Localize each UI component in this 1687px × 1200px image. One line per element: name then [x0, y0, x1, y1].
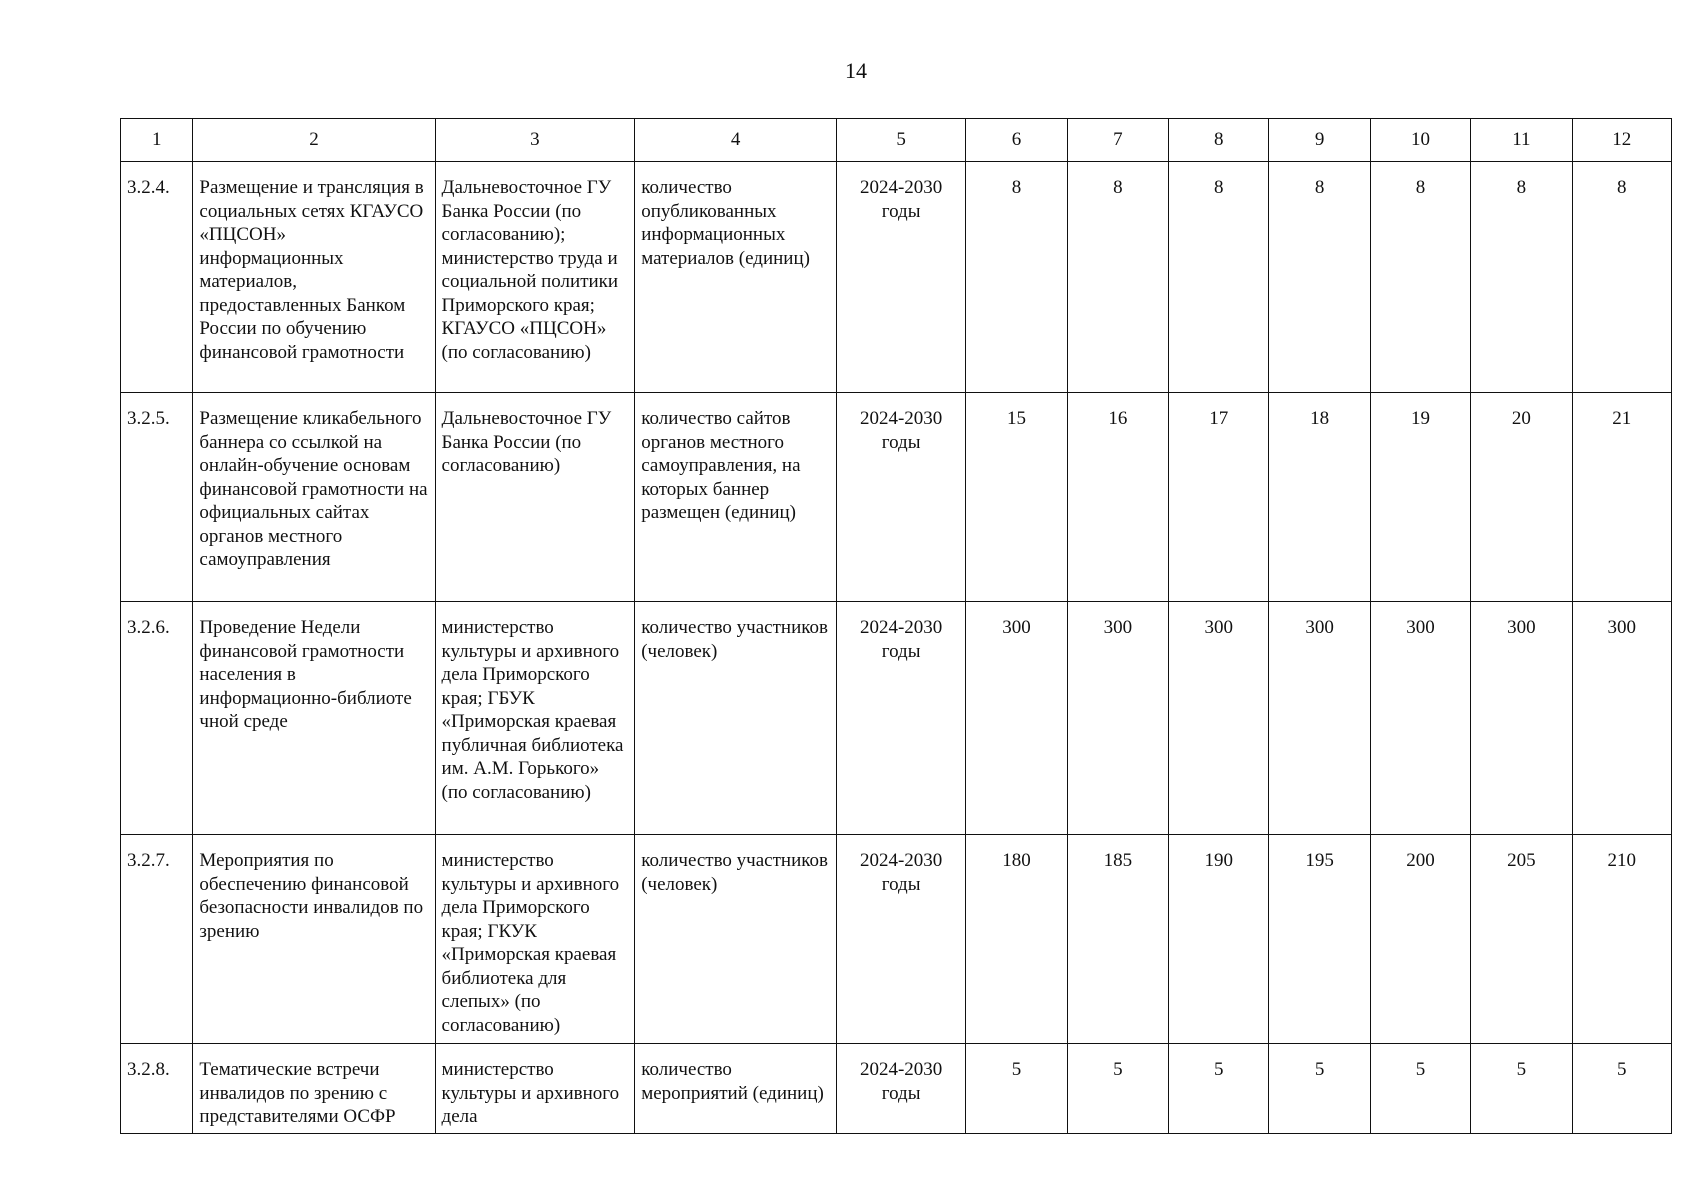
value-col-10: 8 — [1370, 162, 1470, 393]
event-name: Мероприятия по обеспечению финансовой безопасности инвалидов по зрению — [193, 835, 435, 1044]
table-row — [121, 602, 1672, 835]
value-col-9: 300 — [1269, 602, 1370, 835]
value-col-8: 17 — [1169, 393, 1269, 602]
value-col-10: 300 — [1370, 602, 1470, 835]
value-col-7: 16 — [1067, 393, 1168, 602]
value-col-8: 5 — [1169, 1044, 1269, 1134]
responsible-party: Дальневосточное ГУ Банка России (по согласованию) — [435, 393, 635, 602]
column-number-7: 7 — [1067, 119, 1168, 162]
value-col-6: 15 — [966, 393, 1067, 602]
column-number-9: 9 — [1269, 119, 1370, 162]
column-number-3: 3 — [435, 119, 635, 162]
responsible-party: Дальневосточное ГУ Банка России (по согласованию); министерство труда и социальной политики Приморского края; КГАУСО «ПЦСОН» (по согласованию) — [435, 162, 635, 393]
table-body — [121, 162, 1672, 1134]
value-col-7: 5 — [1067, 1044, 1168, 1134]
value-col-7: 300 — [1067, 602, 1168, 835]
value-col-10: 5 — [1370, 1044, 1470, 1134]
item-code: 3.2.7. — [121, 835, 193, 1044]
column-number-6: 6 — [966, 119, 1067, 162]
responsible-party: министерство культуры и архивного дела Приморского края; ГБУК «Приморская краевая публичная библиотека им. А.М. Горького» (по согласованию) — [435, 602, 635, 835]
implementation-period: 2024-2030 годы — [836, 162, 965, 393]
value-col-7: 8 — [1067, 162, 1168, 393]
value-col-9: 18 — [1269, 393, 1370, 602]
implementation-period: 2024-2030 годы — [836, 1044, 965, 1134]
table-row — [121, 835, 1672, 1044]
column-number-1: 1 — [121, 119, 193, 162]
item-code: 3.2.8. — [121, 1044, 193, 1134]
column-number-12: 12 — [1572, 119, 1671, 162]
value-col-8: 190 — [1169, 835, 1269, 1044]
indicator-name: количество мероприятий (единиц) — [635, 1044, 837, 1134]
page-number: 14 — [845, 58, 867, 83]
indicator-name: количество опубликованных информационных материалов (единиц) — [635, 162, 837, 393]
value-col-9: 8 — [1269, 162, 1370, 393]
table-row — [121, 162, 1672, 393]
value-col-12: 5 — [1572, 1044, 1671, 1134]
value-col-7: 185 — [1067, 835, 1168, 1044]
table-row — [121, 1044, 1672, 1134]
column-number-10: 10 — [1370, 119, 1470, 162]
value-col-6: 300 — [966, 602, 1067, 835]
value-col-6: 8 — [966, 162, 1067, 393]
value-col-9: 195 — [1269, 835, 1370, 1044]
event-name: Размещение и трансляция в социальных сетях КГАУСО «ПЦСОН» информационных материалов, предоставленных Банком России по обучению финансовой грамотности — [193, 162, 435, 393]
responsible-party: министерство культуры и архивного дела — [435, 1044, 635, 1134]
value-col-11: 300 — [1471, 602, 1572, 835]
value-col-11: 8 — [1471, 162, 1572, 393]
column-number-4: 4 — [635, 119, 837, 162]
value-col-9: 5 — [1269, 1044, 1370, 1134]
value-col-12: 21 — [1572, 393, 1671, 602]
value-col-11: 5 — [1471, 1044, 1572, 1134]
event-name: Тематические встречи инвалидов по зрению с представителями ОСФР — [193, 1044, 435, 1134]
column-number-2: 2 — [193, 119, 435, 162]
value-col-10: 19 — [1370, 393, 1470, 602]
value-col-6: 5 — [966, 1044, 1067, 1134]
indicator-name: количество сайтов органов местного самоуправления, на которых баннер размещен (единиц) — [635, 393, 837, 602]
value-col-10: 200 — [1370, 835, 1470, 1044]
item-code: 3.2.5. — [121, 393, 193, 602]
implementation-period: 2024-2030 годы — [836, 602, 965, 835]
column-number-8: 8 — [1169, 119, 1269, 162]
value-col-12: 300 — [1572, 602, 1671, 835]
implementation-period: 2024-2030 годы — [836, 835, 965, 1044]
item-code: 3.2.4. — [121, 162, 193, 393]
value-col-11: 205 — [1471, 835, 1572, 1044]
table-row — [121, 393, 1672, 602]
plan-table — [120, 118, 1672, 1134]
event-name: Размещение кликабельного баннера со ссылкой на онлайн-обучение основам финансовой грамотности на официальных сайтах органов местного самоуправления — [193, 393, 435, 602]
table-header — [121, 119, 1672, 162]
indicator-name: количество участников (человек) — [635, 602, 837, 835]
value-col-8: 300 — [1169, 602, 1269, 835]
column-number-5: 5 — [836, 119, 965, 162]
value-col-8: 8 — [1169, 162, 1269, 393]
responsible-party: министерство культуры и архивного дела Приморского края; ГКУК «Приморская краевая библиотека для слепых» (по согласованию) — [435, 835, 635, 1044]
implementation-period: 2024-2030 годы — [836, 393, 965, 602]
value-col-11: 20 — [1471, 393, 1572, 602]
header-row — [121, 119, 1672, 162]
value-col-12: 8 — [1572, 162, 1671, 393]
item-code: 3.2.6. — [121, 602, 193, 835]
column-number-11: 11 — [1471, 119, 1572, 162]
event-name: Проведение Недели финансовой грамотности населения в информационно-библиоте чной среде — [193, 602, 435, 835]
indicator-name: количество участников (человек) — [635, 835, 837, 1044]
value-col-12: 210 — [1572, 835, 1671, 1044]
value-col-6: 180 — [966, 835, 1067, 1044]
